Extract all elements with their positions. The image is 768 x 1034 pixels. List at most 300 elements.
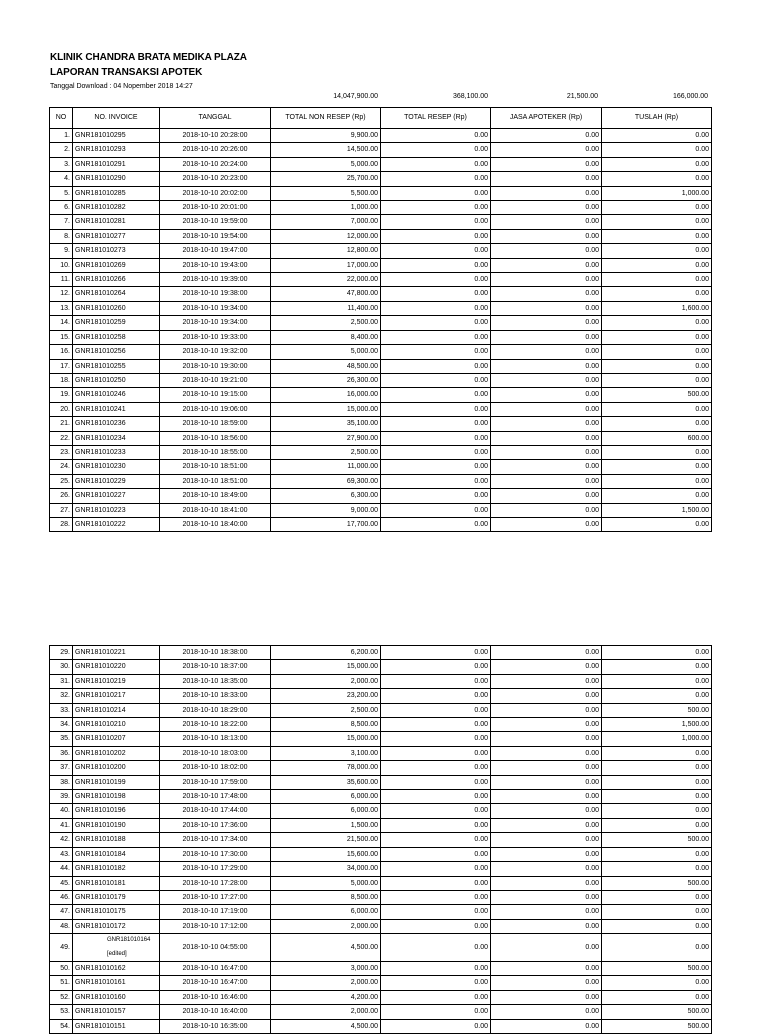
cell-invoice: GNR181010199 — [73, 775, 160, 789]
clinic-name: KLINIK CHANDRA BRATA MEDIKA PLAZA — [50, 52, 247, 63]
cell-no: 20. — [50, 402, 73, 416]
cell-invoice: GNR181010258 — [73, 330, 160, 344]
cell-non-resep: 22,000.00 — [271, 273, 381, 287]
cell-no: 38. — [50, 775, 73, 789]
cell-tanggal: 2018-10-10 18:40:00 — [160, 517, 271, 531]
cell-tanggal: 2018-10-10 18:51:00 — [160, 474, 271, 488]
cell-tanggal: 2018-10-10 17:19:00 — [160, 905, 271, 919]
cell-invoice: GNR181010291 — [73, 157, 160, 171]
cell-no: 14. — [50, 316, 73, 330]
cell-invoice: GNR181010202 — [73, 746, 160, 760]
cell-jasa: 0.00 — [491, 287, 602, 301]
cell-invoice: GNR181010217 — [73, 689, 160, 703]
cell-tanggal: 2018-10-10 16:47:00 — [160, 961, 271, 975]
total-jasa-apoteker: 21,500.00 — [566, 93, 598, 100]
cell-non-resep: 35,600.00 — [271, 775, 381, 789]
cell-no: 37. — [50, 761, 73, 775]
cell-tuslah: 0.00 — [602, 345, 712, 359]
cell-jasa: 0.00 — [491, 503, 602, 517]
cell-tuslah: 0.00 — [602, 215, 712, 229]
cell-tuslah: 1,000.00 — [602, 732, 712, 746]
cell-non-resep: 3,100.00 — [271, 746, 381, 760]
table-row — [50, 273, 712, 287]
cell-no: 24. — [50, 460, 73, 474]
cell-resep: 0.00 — [381, 517, 491, 531]
cell-invoice: GNR181010200 — [73, 761, 160, 775]
cell-invoice: GNR181010222 — [73, 517, 160, 531]
cell-resep: 0.00 — [381, 273, 491, 287]
cell-resep: 0.00 — [381, 388, 491, 402]
cell-tuslah: 0.00 — [602, 417, 712, 431]
cell-no: 27. — [50, 503, 73, 517]
cell-jasa: 0.00 — [491, 746, 602, 760]
cell-invoice: GNR181010264 — [73, 287, 160, 301]
cell-resep: 0.00 — [381, 905, 491, 919]
cell-resep: 0.00 — [381, 330, 491, 344]
cell-resep: 0.00 — [381, 703, 491, 717]
cell-tanggal: 2018-10-10 16:35:00 — [160, 1019, 271, 1033]
cell-jasa: 0.00 — [491, 330, 602, 344]
cell-resep: 0.00 — [381, 775, 491, 789]
cell-tanggal: 2018-10-10 18:02:00 — [160, 761, 271, 775]
cell-invoice: GNR181010233 — [73, 445, 160, 459]
cell-resep: 0.00 — [381, 862, 491, 876]
table-row — [50, 258, 712, 272]
cell-jasa: 0.00 — [491, 258, 602, 272]
cell-tuslah: 1,600.00 — [602, 301, 712, 315]
cell-resep: 0.00 — [381, 990, 491, 1004]
cell-resep: 0.00 — [381, 316, 491, 330]
cell-invoice: GNR181010198 — [73, 790, 160, 804]
cell-tuslah: 500.00 — [602, 1005, 712, 1019]
table-header-row — [50, 108, 712, 129]
table-row — [50, 460, 712, 474]
cell-tuslah: 0.00 — [602, 818, 712, 832]
cell-tuslah: 500.00 — [602, 876, 712, 890]
cell-non-resep: 16,000.00 — [271, 388, 381, 402]
cell-resep: 0.00 — [381, 976, 491, 990]
cell-tanggal: 2018-10-10 18:33:00 — [160, 689, 271, 703]
cell-jasa: 0.00 — [491, 646, 602, 660]
cell-resep: 0.00 — [381, 818, 491, 832]
cell-tanggal: 2018-10-10 18:55:00 — [160, 445, 271, 459]
cell-tanggal: 2018-10-10 19:47:00 — [160, 244, 271, 258]
cell-resep: 0.00 — [381, 460, 491, 474]
cell-resep: 0.00 — [381, 876, 491, 890]
cell-tuslah: 0.00 — [602, 934, 712, 962]
cell-tanggal: 2018-10-10 16:47:00 — [160, 976, 271, 990]
cell-tanggal: 2018-10-10 17:28:00 — [160, 876, 271, 890]
table-row — [50, 301, 712, 315]
cell-no: 34. — [50, 718, 73, 732]
cell-non-resep: 34,000.00 — [271, 862, 381, 876]
table-row — [50, 172, 712, 186]
cell-jasa: 0.00 — [491, 273, 602, 287]
cell-tuslah: 500.00 — [602, 961, 712, 975]
cell-resep: 0.00 — [381, 689, 491, 703]
cell-no: 17. — [50, 359, 73, 373]
cell-non-resep: 4,500.00 — [271, 934, 381, 962]
cell-resep: 0.00 — [381, 890, 491, 904]
cell-resep: 0.00 — [381, 489, 491, 503]
cell-jasa: 0.00 — [491, 890, 602, 904]
cell-no: 5. — [50, 186, 73, 200]
col-header-invoice: NO. INVOICE — [73, 108, 160, 129]
cell-tuslah: 500.00 — [602, 833, 712, 847]
cell-non-resep: 27,900.00 — [271, 431, 381, 445]
cell-tuslah: 0.00 — [602, 890, 712, 904]
cell-no: 44. — [50, 862, 73, 876]
cell-invoice: GNR181010269 — [73, 258, 160, 272]
cell-jasa: 0.00 — [491, 990, 602, 1004]
cell-invoice: GNR181010151 — [73, 1019, 160, 1033]
cell-resep: 0.00 — [381, 244, 491, 258]
cell-non-resep: 12,000.00 — [271, 229, 381, 243]
cell-tanggal: 2018-10-10 19:34:00 — [160, 316, 271, 330]
table-row — [50, 976, 712, 990]
cell-jasa: 0.00 — [491, 732, 602, 746]
cell-jasa: 0.00 — [491, 847, 602, 861]
cell-jasa: 0.00 — [491, 761, 602, 775]
cell-no: 41. — [50, 818, 73, 832]
cell-jasa: 0.00 — [491, 402, 602, 416]
table-row — [50, 345, 712, 359]
cell-non-resep: 15,000.00 — [271, 660, 381, 674]
cell-resep: 0.00 — [381, 186, 491, 200]
cell-jasa: 0.00 — [491, 157, 602, 171]
cell-non-resep: 2,000.00 — [271, 1005, 381, 1019]
cell-jasa: 0.00 — [491, 417, 602, 431]
cell-invoice: GNR181010179 — [73, 890, 160, 904]
cell-tuslah: 0.00 — [602, 445, 712, 459]
cell-resep: 0.00 — [381, 746, 491, 760]
cell-tanggal: 2018-10-10 18:49:00 — [160, 489, 271, 503]
cell-tuslah: 0.00 — [602, 761, 712, 775]
cell-tanggal: 2018-10-10 20:02:00 — [160, 186, 271, 200]
cell-tuslah: 0.00 — [602, 373, 712, 387]
table-row — [50, 775, 712, 789]
table-row — [50, 761, 712, 775]
cell-tanggal: 2018-10-10 17:34:00 — [160, 833, 271, 847]
cell-tuslah: 0.00 — [602, 689, 712, 703]
cell-non-resep: 1,000.00 — [271, 201, 381, 215]
cell-jasa: 0.00 — [491, 934, 602, 962]
cell-invoice: GNR181010214 — [73, 703, 160, 717]
table-row — [50, 287, 712, 301]
cell-invoice: GNR181010157 — [73, 1005, 160, 1019]
table-row — [50, 201, 712, 215]
col-header-tuslah: TUSLAH (Rp) — [602, 108, 712, 129]
cell-tanggal: 2018-10-10 18:51:00 — [160, 460, 271, 474]
cell-no: 39. — [50, 790, 73, 804]
cell-tanggal: 2018-10-10 16:40:00 — [160, 1005, 271, 1019]
table-row — [50, 143, 712, 157]
cell-resep: 0.00 — [381, 790, 491, 804]
cell-tuslah: 0.00 — [602, 489, 712, 503]
table-row — [50, 445, 712, 459]
cell-invoice: GNR181010172 — [73, 919, 160, 933]
cell-jasa: 0.00 — [491, 215, 602, 229]
table-row — [50, 373, 712, 387]
cell-invoice: GNR181010162 — [73, 961, 160, 975]
cell-invoice: GNR181010160 — [73, 990, 160, 1004]
table-row — [50, 804, 712, 818]
cell-tuslah: 600.00 — [602, 431, 712, 445]
cell-invoice: GNR181010188 — [73, 833, 160, 847]
cell-tuslah: 0.00 — [602, 143, 712, 157]
cell-no: 53. — [50, 1005, 73, 1019]
cell-jasa: 0.00 — [491, 804, 602, 818]
cell-no: 28. — [50, 517, 73, 531]
cell-no: 4. — [50, 172, 73, 186]
cell-non-resep: 4,500.00 — [271, 1019, 381, 1033]
cell-jasa: 0.00 — [491, 129, 602, 143]
cell-invoice: GNR181010223 — [73, 503, 160, 517]
cell-invoice: GNR181010285 — [73, 186, 160, 200]
table-row — [50, 503, 712, 517]
transactions-table-page1 — [49, 107, 712, 532]
cell-resep: 0.00 — [381, 761, 491, 775]
cell-tuslah: 0.00 — [602, 287, 712, 301]
table-row — [50, 129, 712, 143]
cell-no: 47. — [50, 905, 73, 919]
cell-tuslah: 0.00 — [602, 775, 712, 789]
cell-resep: 0.00 — [381, 1005, 491, 1019]
cell-no: 49. — [50, 934, 73, 962]
cell-invoice: GNR181010241 — [73, 402, 160, 416]
download-date: Tanggal Download : 04 Nopember 2018 14:27 — [50, 83, 193, 90]
cell-jasa: 0.00 — [491, 862, 602, 876]
transactions-table-page2 — [49, 645, 712, 1034]
table-row — [50, 833, 712, 847]
cell-resep: 0.00 — [381, 229, 491, 243]
cell-no: 22. — [50, 431, 73, 445]
cell-resep: 0.00 — [381, 431, 491, 445]
cell-no: 12. — [50, 287, 73, 301]
cell-tanggal: 2018-10-10 19:30:00 — [160, 359, 271, 373]
cell-non-resep: 8,400.00 — [271, 330, 381, 344]
cell-non-resep: 26,300.00 — [271, 373, 381, 387]
cell-tuslah: 0.00 — [602, 804, 712, 818]
cell-resep: 0.00 — [381, 833, 491, 847]
cell-no: 8. — [50, 229, 73, 243]
cell-resep: 0.00 — [381, 847, 491, 861]
cell-no: 11. — [50, 273, 73, 287]
cell-tanggal: 2018-10-10 20:01:00 — [160, 201, 271, 215]
cell-non-resep: 6,000.00 — [271, 804, 381, 818]
cell-invoice: GNR181010246 — [73, 388, 160, 402]
cell-resep: 0.00 — [381, 201, 491, 215]
report-title: LAPORAN TRANSAKSI APOTEK — [50, 67, 203, 78]
cell-no: 52. — [50, 990, 73, 1004]
cell-no: 40. — [50, 804, 73, 818]
table-row — [50, 862, 712, 876]
cell-no: 48. — [50, 919, 73, 933]
cell-resep: 0.00 — [381, 503, 491, 517]
table-row — [50, 157, 712, 171]
cell-invoice: GNR181010220 — [73, 660, 160, 674]
cell-invoice: GNR181010207 — [73, 732, 160, 746]
cell-resep: 0.00 — [381, 961, 491, 975]
cell-tanggal: 2018-10-10 17:12:00 — [160, 919, 271, 933]
cell-tuslah: 0.00 — [602, 862, 712, 876]
cell-tuslah: 500.00 — [602, 388, 712, 402]
cell-tanggal: 2018-10-10 19:06:00 — [160, 402, 271, 416]
cell-tanggal: 2018-10-10 17:36:00 — [160, 818, 271, 832]
cell-tanggal: 2018-10-10 18:56:00 — [160, 431, 271, 445]
cell-resep: 0.00 — [381, 301, 491, 315]
cell-jasa: 0.00 — [491, 143, 602, 157]
cell-jasa: 0.00 — [491, 474, 602, 488]
cell-tuslah: 0.00 — [602, 990, 712, 1004]
cell-jasa: 0.00 — [491, 818, 602, 832]
cell-jasa: 0.00 — [491, 172, 602, 186]
cell-tuslah: 0.00 — [602, 646, 712, 660]
cell-invoice: GNR181010227 — [73, 489, 160, 503]
cell-non-resep: 8,500.00 — [271, 890, 381, 904]
cell-non-resep: 11,400.00 — [271, 301, 381, 315]
cell-invoice: GNR181010210 — [73, 718, 160, 732]
cell-no: 43. — [50, 847, 73, 861]
cell-no: 46. — [50, 890, 73, 904]
cell-resep: 0.00 — [381, 919, 491, 933]
cell-tanggal: 2018-10-10 17:30:00 — [160, 847, 271, 861]
cell-resep: 0.00 — [381, 143, 491, 157]
cell-resep: 0.00 — [381, 359, 491, 373]
cell-no: 33. — [50, 703, 73, 717]
cell-no: 15. — [50, 330, 73, 344]
table-row — [50, 489, 712, 503]
col-header-jasa: JASA APOTEKER (Rp) — [491, 108, 602, 129]
cell-non-resep: 15,600.00 — [271, 847, 381, 861]
cell-jasa: 0.00 — [491, 229, 602, 243]
cell-non-resep: 15,000.00 — [271, 402, 381, 416]
cell-tuslah: 0.00 — [602, 157, 712, 171]
cell-resep: 0.00 — [381, 732, 491, 746]
cell-tanggal: 2018-10-10 18:38:00 — [160, 646, 271, 660]
cell-invoice: GNR181010184 — [73, 847, 160, 861]
cell-jasa: 0.00 — [491, 388, 602, 402]
cell-resep: 0.00 — [381, 674, 491, 688]
cell-tanggal: 2018-10-10 17:48:00 — [160, 790, 271, 804]
cell-non-resep: 2,500.00 — [271, 445, 381, 459]
cell-jasa: 0.00 — [491, 790, 602, 804]
table-row — [50, 402, 712, 416]
cell-invoice: GNR181010229 — [73, 474, 160, 488]
cell-jasa: 0.00 — [491, 445, 602, 459]
cell-non-resep: 11,000.00 — [271, 460, 381, 474]
cell-tuslah: 0.00 — [602, 402, 712, 416]
cell-no: 32. — [50, 689, 73, 703]
cell-jasa: 0.00 — [491, 517, 602, 531]
cell-resep: 0.00 — [381, 373, 491, 387]
cell-tanggal: 2018-10-10 20:28:00 — [160, 129, 271, 143]
cell-no: 36. — [50, 746, 73, 760]
cell-invoice: GNR181010259 — [73, 316, 160, 330]
cell-non-resep: 48,500.00 — [271, 359, 381, 373]
cell-invoice: GNR181010234 — [73, 431, 160, 445]
table-row — [50, 417, 712, 431]
cell-invoice: GNR181010190 — [73, 818, 160, 832]
cell-no: 50. — [50, 961, 73, 975]
cell-no: 35. — [50, 732, 73, 746]
cell-tuslah: 0.00 — [602, 905, 712, 919]
cell-tuslah: 500.00 — [602, 703, 712, 717]
table-row — [50, 890, 712, 904]
table-row — [50, 474, 712, 488]
cell-non-resep: 4,200.00 — [271, 990, 381, 1004]
cell-tanggal: 2018-10-10 18:59:00 — [160, 417, 271, 431]
table-row — [50, 718, 712, 732]
cell-tanggal: 2018-10-10 18:35:00 — [160, 674, 271, 688]
table-row — [50, 330, 712, 344]
cell-invoice: GNR181010181 — [73, 876, 160, 890]
table-row — [50, 961, 712, 975]
table-row — [50, 876, 712, 890]
cell-resep: 0.00 — [381, 445, 491, 459]
col-header-non-resep: TOTAL NON RESEP (Rp) — [271, 108, 381, 129]
cell-jasa: 0.00 — [491, 876, 602, 890]
cell-jasa: 0.00 — [491, 316, 602, 330]
cell-no: 45. — [50, 876, 73, 890]
cell-non-resep: 5,000.00 — [271, 157, 381, 171]
cell-tanggal: 2018-10-10 19:38:00 — [160, 287, 271, 301]
cell-tanggal: 2018-10-10 19:39:00 — [160, 273, 271, 287]
cell-non-resep: 21,500.00 — [271, 833, 381, 847]
cell-non-resep: 2,000.00 — [271, 919, 381, 933]
cell-tuslah: 0.00 — [602, 847, 712, 861]
cell-tanggal: 2018-10-10 04:55:00 — [160, 934, 271, 962]
cell-tanggal: 2018-10-10 18:03:00 — [160, 746, 271, 760]
cell-tuslah: 0.00 — [602, 919, 712, 933]
cell-tanggal: 2018-10-10 18:22:00 — [160, 718, 271, 732]
cell-jasa: 0.00 — [491, 961, 602, 975]
cell-no: 3. — [50, 157, 73, 171]
cell-jasa: 0.00 — [491, 718, 602, 732]
cell-invoice: GNR181010196 — [73, 804, 160, 818]
cell-jasa: 0.00 — [491, 301, 602, 315]
cell-resep: 0.00 — [381, 215, 491, 229]
cell-invoice: GNR181010281 — [73, 215, 160, 229]
cell-tuslah: 0.00 — [602, 790, 712, 804]
cell-jasa: 0.00 — [491, 359, 602, 373]
cell-tuslah: 0.00 — [602, 517, 712, 531]
cell-non-resep: 8,500.00 — [271, 718, 381, 732]
cell-invoice: GNR181010164 [edited] — [73, 934, 160, 962]
cell-invoice: GNR181010260 — [73, 301, 160, 315]
cell-invoice: GNR181010230 — [73, 460, 160, 474]
cell-jasa: 0.00 — [491, 976, 602, 990]
cell-resep: 0.00 — [381, 804, 491, 818]
cell-jasa: 0.00 — [491, 489, 602, 503]
cell-tuslah: 0.00 — [602, 746, 712, 760]
cell-non-resep: 2,000.00 — [271, 674, 381, 688]
cell-non-resep: 5,000.00 — [271, 876, 381, 890]
table-row — [50, 431, 712, 445]
table-row — [50, 388, 712, 402]
cell-non-resep: 5,000.00 — [271, 345, 381, 359]
cell-tuslah: 0.00 — [602, 129, 712, 143]
cell-non-resep: 6,000.00 — [271, 905, 381, 919]
table-row — [50, 674, 712, 688]
cell-no: 29. — [50, 646, 73, 660]
table-row — [50, 732, 712, 746]
cell-non-resep: 69,300.00 — [271, 474, 381, 488]
cell-tanggal: 2018-10-10 20:24:00 — [160, 157, 271, 171]
cell-tuslah: 0.00 — [602, 201, 712, 215]
cell-no: 7. — [50, 215, 73, 229]
cell-invoice: GNR181010255 — [73, 359, 160, 373]
